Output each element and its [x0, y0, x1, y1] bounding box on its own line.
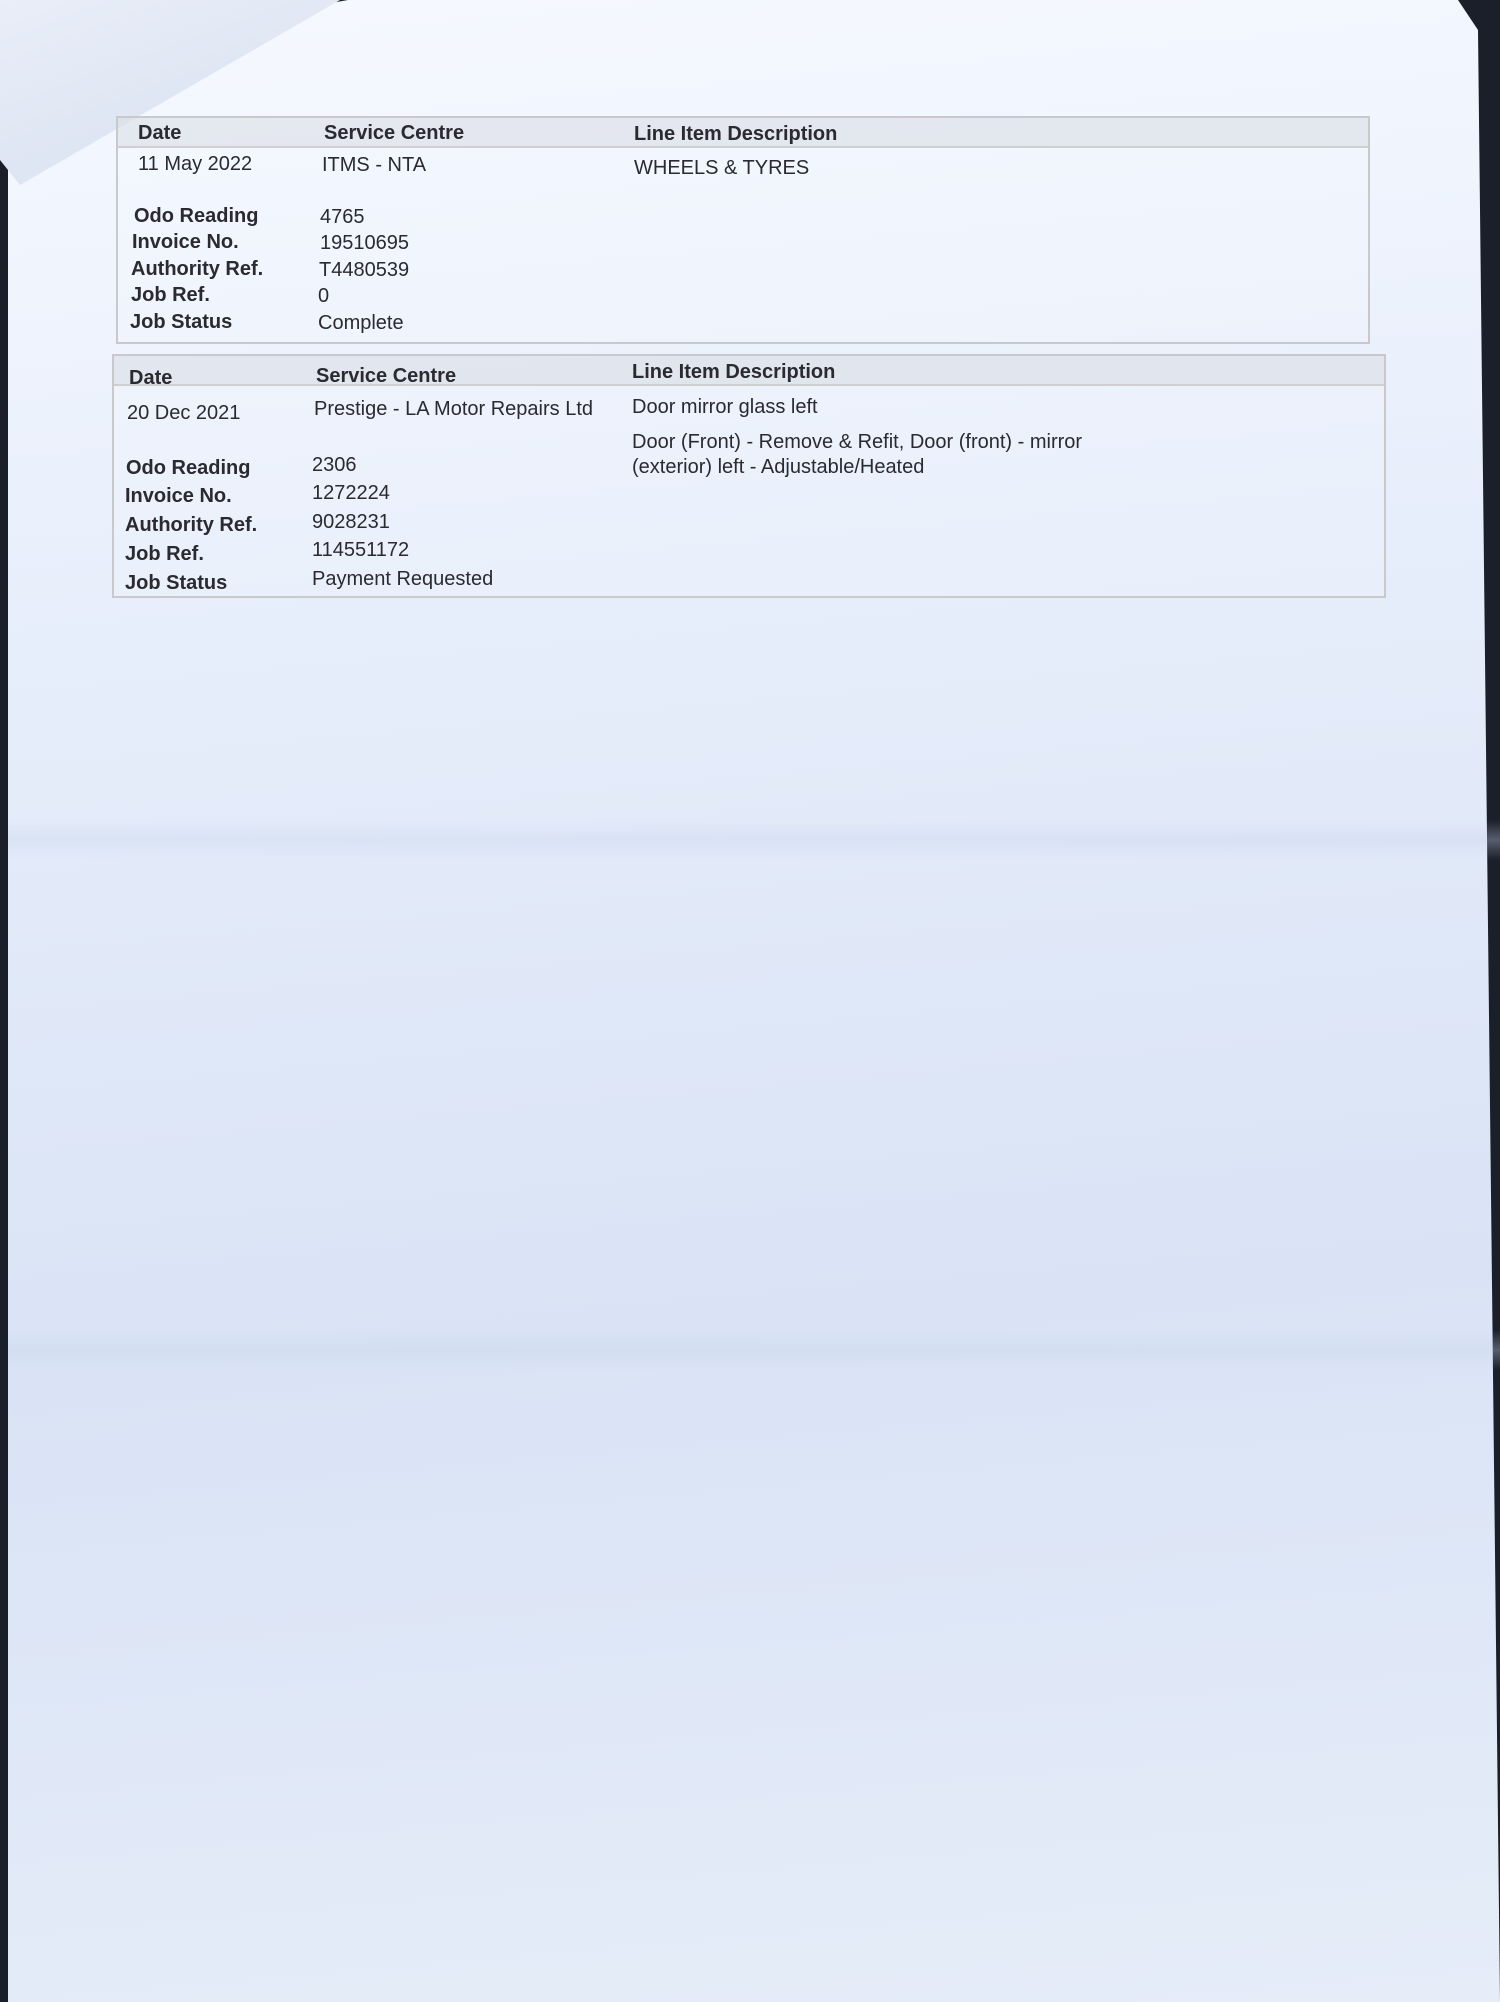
service-centre-header: Service Centre [316, 365, 457, 387]
invoice-no-value: 19510695 [320, 232, 409, 254]
job-ref-value: 0 [318, 285, 330, 307]
date-header: Date [138, 122, 182, 144]
line-item-1: Door mirror glass left [632, 396, 818, 418]
paper-crease [8, 820, 1500, 860]
line-item-header: Line Item Description [632, 361, 836, 383]
job-ref-label: Job Ref. [131, 284, 210, 306]
service-centre-value: ITMS - NTA [322, 154, 427, 176]
invoice-no-value: 1272224 [312, 482, 390, 504]
odo-reading-value: 2306 [312, 454, 357, 476]
service-record-2 [112, 354, 1386, 598]
authority-ref-label: Authority Ref. [125, 514, 258, 536]
authority-ref-label: Authority Ref. [131, 258, 264, 280]
job-ref-label: Job Ref. [125, 543, 204, 565]
service-centre-value: Prestige - LA Motor Repairs Ltd [314, 398, 594, 420]
date-header: Date [129, 367, 173, 389]
line-item-header: Line Item Description [634, 123, 838, 145]
odo-reading-label: Odo Reading [134, 205, 259, 227]
service-centre-header: Service Centre [324, 122, 465, 144]
job-status-label: Job Status [130, 311, 233, 333]
authority-ref-value: 9028231 [312, 511, 390, 533]
date-value: 11 May 2022 [138, 153, 253, 175]
odo-reading-label: Odo Reading [126, 457, 251, 479]
job-status-label: Job Status [125, 572, 228, 594]
line-item-1: WHEELS & TYRES [634, 157, 810, 179]
invoice-no-label: Invoice No. [125, 485, 232, 507]
job-ref-value: 114551172 [312, 539, 410, 561]
date-value: 20 Dec 2021 [127, 402, 241, 424]
authority-ref-value: T4480539 [319, 259, 410, 281]
service-record-1 [116, 116, 1370, 344]
line-item-2: Door (Front) - Remove & Refit, Door (front) - mirror (exterior) left - Adjustable/Heated [632, 431, 1083, 478]
paper-crease [8, 1330, 1500, 1370]
invoice-no-label: Invoice No. [132, 231, 239, 253]
job-status-value: Payment Requested [312, 568, 494, 590]
job-status-value: Complete [318, 312, 404, 334]
odo-reading-value: 4765 [320, 206, 365, 228]
